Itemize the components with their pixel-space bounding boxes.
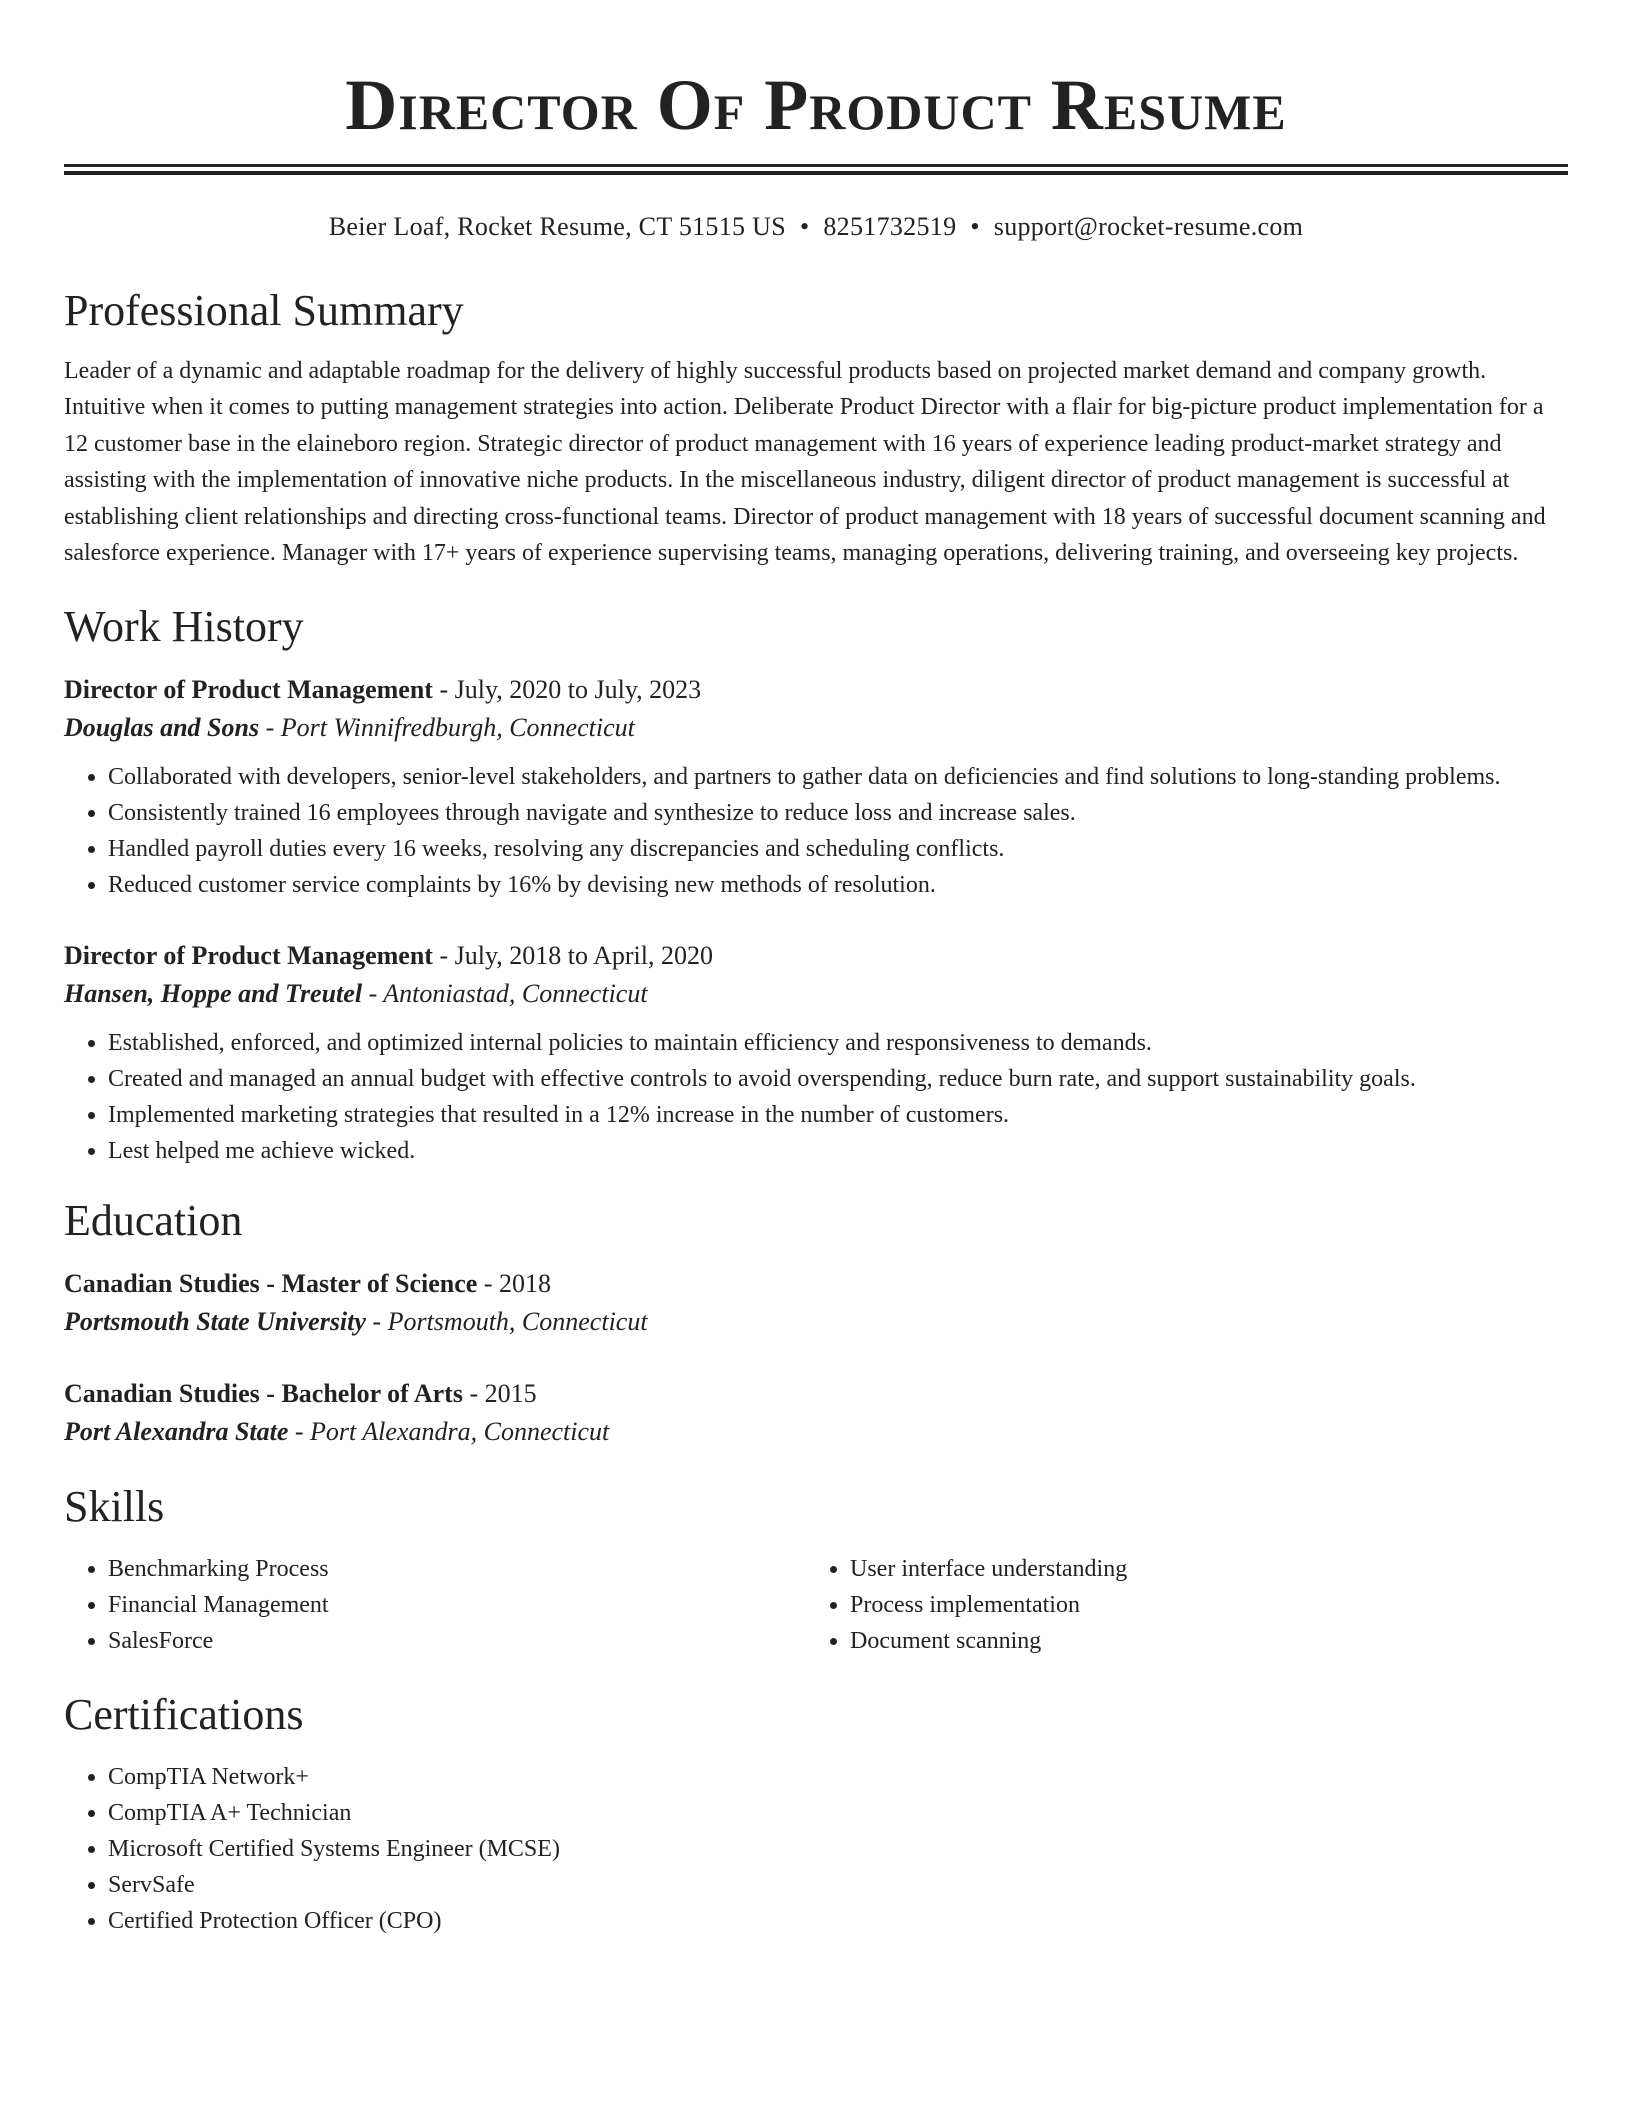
job-bullets: [64, 1025, 1568, 1169]
list-item: • Reduced customer service complaints by 16% by devising new methods of resolution.: [108, 867, 1568, 903]
degree-year: - 2015: [462, 1379, 537, 1409]
contact-address: Beier Loaf, Rocket Resume, CT 51515 US: [328, 212, 786, 241]
certifications-heading: Certifications: [64, 1690, 304, 1740]
job-company-line: [64, 975, 1568, 1013]
job-title-line: [64, 937, 1568, 975]
skills-left-column: [64, 1551, 806, 1659]
list-item: • Process implementation: [850, 1587, 1548, 1623]
list-item: • Collaborated with developers, senior-level stakeholders, and partners to gather data on deficiencies and find solutions to long-standing problems.: [108, 759, 1568, 795]
resume-page: [64, 0, 1568, 1939]
contact-phone: 8251732519: [823, 212, 957, 241]
job-role: Director of Product Management: [64, 941, 433, 971]
summary-text: Leader of a dynamic and adaptable roadmap for the delivery of highly successful products based on projected market demand and company growth. Intuitive when it comes to putting management strategies into action. Deliberate Product Director with a flair for big-picture product implementation for a 12 customer base in the elaineboro region. Strategic director of product management with 16 years of experience leading product-market strategy and assisting with the implementation of innovative niche products. In the miscellaneous industry, diligent director of product management is successful at establishing client relationships and directing cross-functional teams. Director of product management with 18 years of successful document scanning and salesforce experience. Manager with 17+ years of experience supervising teams, managing operations, delivering training, and overseeing key projects.: [64, 358, 1546, 567]
list-item: • Certified Protection Officer (CPO): [108, 1903, 1568, 1939]
list-item: • Consistently trained 16 employees through navigate and synthesize to reduce loss and increase sales.: [108, 795, 1568, 831]
job-bullets: [64, 759, 1568, 903]
job-company: Douglas and Sons: [64, 713, 260, 743]
contact-line: [64, 211, 1568, 243]
list-item: • Microsoft Certified Systems Engineer (MCSE): [108, 1831, 1568, 1867]
list-item: • ServSafe: [108, 1867, 1568, 1903]
certifications-list: [64, 1759, 1568, 1939]
list-item: • Implemented marketing strategies that resulted in a 12% increase in the number of customers.: [108, 1097, 1568, 1133]
resume-title: Director Of Product Resume: [345, 65, 1287, 145]
skills-section: [64, 1481, 1568, 1659]
skills-heading: Skills: [64, 1482, 165, 1532]
degree-year: - 2018: [477, 1269, 552, 1299]
job-company: Hansen, Hoppe and Treutel: [64, 979, 363, 1009]
list-item: • Financial Management: [108, 1587, 806, 1623]
job-company-line: [64, 709, 1568, 747]
school-name: Portsmouth State University: [64, 1307, 366, 1337]
school-line: [64, 1413, 1568, 1451]
list-item: • Handled payroll duties every 16 weeks, resolving any discrepancies and scheduling conflicts.: [108, 831, 1568, 867]
degree-line: [64, 1375, 1568, 1413]
job-entry: [64, 937, 1568, 1169]
degree-line: [64, 1265, 1568, 1303]
job-role: Director of Product Management: [64, 675, 433, 705]
list-item: • Benchmarking Process: [108, 1551, 806, 1587]
skills-columns: [64, 1551, 1568, 1659]
list-item: • SalesForce: [108, 1623, 806, 1659]
job-dates: - July, 2018 to April, 2020: [432, 941, 713, 971]
list-item: • User interface understanding: [850, 1551, 1548, 1587]
list-item: • CompTIA Network+: [108, 1759, 1568, 1795]
skills-right-column: [806, 1551, 1548, 1659]
job-location: - Antoniastad, Connecticut: [362, 979, 648, 1009]
contact-separator: •: [799, 212, 810, 241]
job-dates: - July, 2020 to July, 2023: [432, 675, 702, 705]
list-item: • CompTIA A+ Technician: [108, 1795, 1568, 1831]
job-location: - Port Winnifredburgh, Connecticut: [259, 713, 635, 743]
education-entry: [64, 1265, 1568, 1341]
job-entry: [64, 671, 1568, 903]
list-item: • Established, enforced, and optimized internal policies to maintain efficiency and responsiveness to demands.: [108, 1025, 1568, 1061]
school-location: - Portsmouth, Connecticut: [365, 1307, 648, 1337]
education-section: [64, 1195, 1568, 1451]
school-name: Port Alexandra State: [64, 1417, 289, 1447]
list-item: • Document scanning: [850, 1623, 1548, 1659]
summary-heading: Professional Summary: [64, 286, 464, 335]
summary-section: [64, 285, 1568, 571]
title-double-rule: [64, 164, 1568, 175]
contact-separator: •: [970, 212, 980, 241]
school-line: [64, 1303, 1568, 1341]
job-title-line: [64, 671, 1568, 709]
list-item: • Created and managed an annual budget with effective controls to avoid overspending, reduce burn rate, and support sustainability goals.: [108, 1061, 1568, 1097]
contact-email: support@rocket-resume.com: [993, 212, 1304, 241]
certifications-section: [64, 1689, 1568, 1939]
degree-name: Canadian Studies - Master of Science: [64, 1269, 478, 1299]
work-history-heading: Work History: [64, 602, 304, 652]
work-history-section: [64, 601, 1568, 1169]
degree-name: Canadian Studies - Bachelor of Arts: [64, 1379, 463, 1409]
school-location: - Port Alexandra, Connecticut: [288, 1417, 610, 1447]
education-heading: Education: [64, 1196, 243, 1246]
education-entry: [64, 1375, 1568, 1451]
list-item: • Lest helped me achieve wicked.: [108, 1133, 1568, 1169]
